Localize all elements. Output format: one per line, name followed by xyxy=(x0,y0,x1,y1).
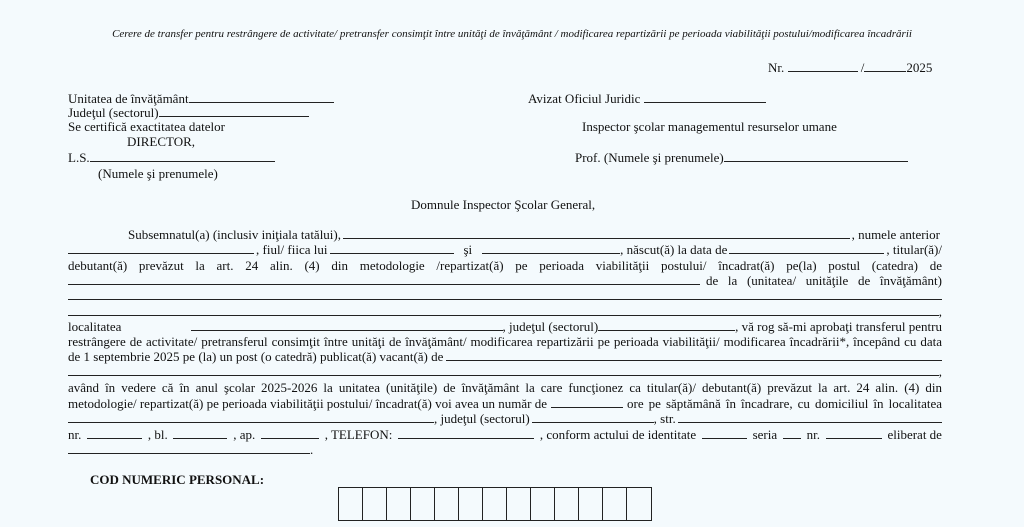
cnp-grid xyxy=(338,487,652,521)
numar-ore-field[interactable] xyxy=(551,396,623,408)
post-vacant-field[interactable] xyxy=(446,349,942,361)
strada-field[interactable] xyxy=(678,411,942,423)
fiul-label: , fiul/ fiica lui xyxy=(256,242,328,257)
comma: , xyxy=(938,364,942,379)
nr-year: 2025 xyxy=(906,60,933,75)
body-line-10: având în vedere că în anul şcolar 2025-2026 la unitatea (unităţile) de învăţământ la care funcţionez ca titular(ă)/ debutant(ă) prevăzut la art. 24 alin. (4) din xyxy=(68,380,942,395)
tatal-field[interactable] xyxy=(330,242,454,254)
apartament-field[interactable] xyxy=(261,427,319,439)
body-line-12 xyxy=(68,411,942,426)
nr-strada-label: nr. xyxy=(68,427,82,442)
judetul-field[interactable] xyxy=(159,105,309,117)
cnp-digit-box[interactable] xyxy=(627,488,651,520)
eliberat-field[interactable] xyxy=(68,442,310,454)
body-line-4 xyxy=(68,273,942,288)
cnp-label: COD NUMERIC PERSONAL: xyxy=(90,472,265,487)
judetul-sector-field[interactable] xyxy=(598,319,735,331)
unitatea-row xyxy=(68,91,334,106)
nr-label: Nr. xyxy=(768,60,785,75)
body-line-8 xyxy=(68,349,942,364)
domiciliu-localitate-field[interactable] xyxy=(68,411,434,423)
mama-field[interactable] xyxy=(482,242,620,254)
subsemnatul-label: Subsemnatul(a) (inclusiv iniţiala tatălui), xyxy=(128,227,342,242)
cnp-digit-box[interactable] xyxy=(531,488,555,520)
cnp-digit-box[interactable] xyxy=(507,488,531,520)
unitatea-invatamant-label: de la (unitatea/ unităţile de învăţământ) xyxy=(706,273,942,288)
prof-row xyxy=(575,150,908,165)
prof-name-field[interactable] xyxy=(724,150,908,162)
body-line-13 xyxy=(68,427,942,442)
judetul-label: Judeţul (sectorul) xyxy=(68,105,159,120)
numele-anterior-field[interactable] xyxy=(68,242,254,254)
prof-label: Prof. (Numele şi prenumele) xyxy=(575,150,724,165)
cnp-digit-box[interactable] xyxy=(363,488,387,520)
serie-field[interactable] xyxy=(702,427,747,439)
body-line-9 xyxy=(68,364,942,379)
body-line-2 xyxy=(68,242,942,257)
strada-label: , str. xyxy=(653,411,676,426)
numar-ore-label: metodologie/ repartizat(ă) pe perioada viabilităţii postului/ încadrat(ă) voi avea un număr de xyxy=(68,396,548,411)
subsemnatul-field[interactable] xyxy=(343,227,850,239)
numar-act-label: nr. xyxy=(806,427,820,442)
director-label: DIRECTOR, xyxy=(127,134,196,149)
salutation: Domnule Inspector Şcolar General, xyxy=(411,197,596,212)
cnp-digit-box[interactable] xyxy=(411,488,435,520)
unitatea-field-line-1[interactable] xyxy=(68,299,942,300)
eliberat-label: eliberat de xyxy=(887,427,942,442)
unitatea-field[interactable] xyxy=(189,91,334,103)
numar-act-field[interactable] xyxy=(826,427,882,439)
localitatea-label: localitatea xyxy=(68,319,122,334)
body-line-14 xyxy=(68,442,313,457)
numele-anterior-label: , numele anterior xyxy=(851,227,940,242)
ls-label: L.S. xyxy=(68,150,90,165)
bloc-field[interactable] xyxy=(173,427,227,439)
body-line-6 xyxy=(68,319,942,334)
act-identitate-label: , conform actului de identitate xyxy=(539,427,697,442)
seria-label: seria xyxy=(752,427,778,442)
catedra-field[interactable] xyxy=(68,273,700,285)
director-name-field[interactable] xyxy=(90,150,275,162)
period: . xyxy=(310,442,314,457)
comma: , xyxy=(938,304,942,319)
unitatea-label: Unitatea de învăţământ xyxy=(68,91,189,106)
nr-strada-field[interactable] xyxy=(87,427,142,439)
nr-sep: / xyxy=(860,60,865,75)
localitatea-field[interactable] xyxy=(191,319,502,331)
certifica-label: Se certifică exactitatea datelor xyxy=(68,119,225,134)
domiciliu-label: ore pe săptămână în încadrare, cu domiciliul în localitatea xyxy=(627,396,942,411)
nr-date-field[interactable] xyxy=(864,60,906,72)
va-rog-label: , vă rog să-mi aprobaţi transferul pentru xyxy=(735,319,942,334)
form-title: Cerere de transfer pentru restrângere de activitate/ pretransfer consimţit între unităţi de învăţământ / modificarea repartizării pe perioada viabilităţii postului/modificarea încadrării xyxy=(112,28,912,40)
avizat-label: Avizat Oficiul Juridic xyxy=(528,91,641,106)
judetul-row xyxy=(68,105,309,120)
cnp-digit-box[interactable] xyxy=(435,488,459,520)
judetul-domiciliu-field[interactable] xyxy=(532,411,654,423)
publicat-label: de 1 septembrie 2025 pe (la) un post (o catedră) publicat(ă) vacant(ă) de xyxy=(68,349,444,364)
avizat-row xyxy=(528,91,766,106)
judetul-domiciliu-label: , judeţul (sectorul) xyxy=(434,411,530,426)
inspector-label: Inspector şcolar managementul resurselor umane xyxy=(582,119,837,134)
judetul-sector-label: , judeţul (sectorul) xyxy=(502,319,599,334)
cnp-digit-box[interactable] xyxy=(579,488,603,520)
telefon-field[interactable] xyxy=(398,427,534,439)
avizat-field[interactable] xyxy=(644,91,766,103)
post-vacant-field-2[interactable] xyxy=(68,364,939,376)
ls-row xyxy=(68,150,275,165)
body-line-11 xyxy=(68,396,942,411)
cnp-digit-box[interactable] xyxy=(339,488,363,520)
titular-label: , titular(ă)/ xyxy=(886,242,942,257)
serie-value-field[interactable] xyxy=(783,427,801,439)
body-line-1 xyxy=(128,227,940,242)
cnp-digit-box[interactable] xyxy=(603,488,627,520)
cnp-digit-box[interactable] xyxy=(387,488,411,520)
si-label: şi xyxy=(463,242,473,257)
cnp-digit-box[interactable] xyxy=(555,488,579,520)
unitatea-field-line-2[interactable] xyxy=(68,304,939,316)
data-nasterii-field[interactable] xyxy=(729,242,884,254)
nr-field[interactable] xyxy=(788,60,858,72)
bloc-label: , bl. xyxy=(147,427,168,442)
body-line-7: restrângere de activitate/ pretransferul consimţit între unităţi de învăţământ/ modificarea repartizării pe perioada viabilităţii/ modificarea încadrării*, începând cu data xyxy=(68,334,942,349)
body-line-5 xyxy=(68,304,942,319)
cnp-digit-box[interactable] xyxy=(459,488,483,520)
body-line-3: debutant(ă) prevăzut la art. 24 alin. (4) din metodologie /repartizat(ă) pe perioada viabilităţii postului/ încadrat(ă) pe(la) postul (catedra) de xyxy=(68,258,942,273)
apartament-label: , ap. xyxy=(233,427,256,442)
registration-number xyxy=(768,60,932,75)
director-name-caption: (Numele şi prenumele) xyxy=(98,166,218,181)
telefon-label: , TELEFON: xyxy=(324,427,393,442)
nascut-label: , născut(ă) la data de xyxy=(620,242,728,257)
cnp-digit-box[interactable] xyxy=(483,488,507,520)
